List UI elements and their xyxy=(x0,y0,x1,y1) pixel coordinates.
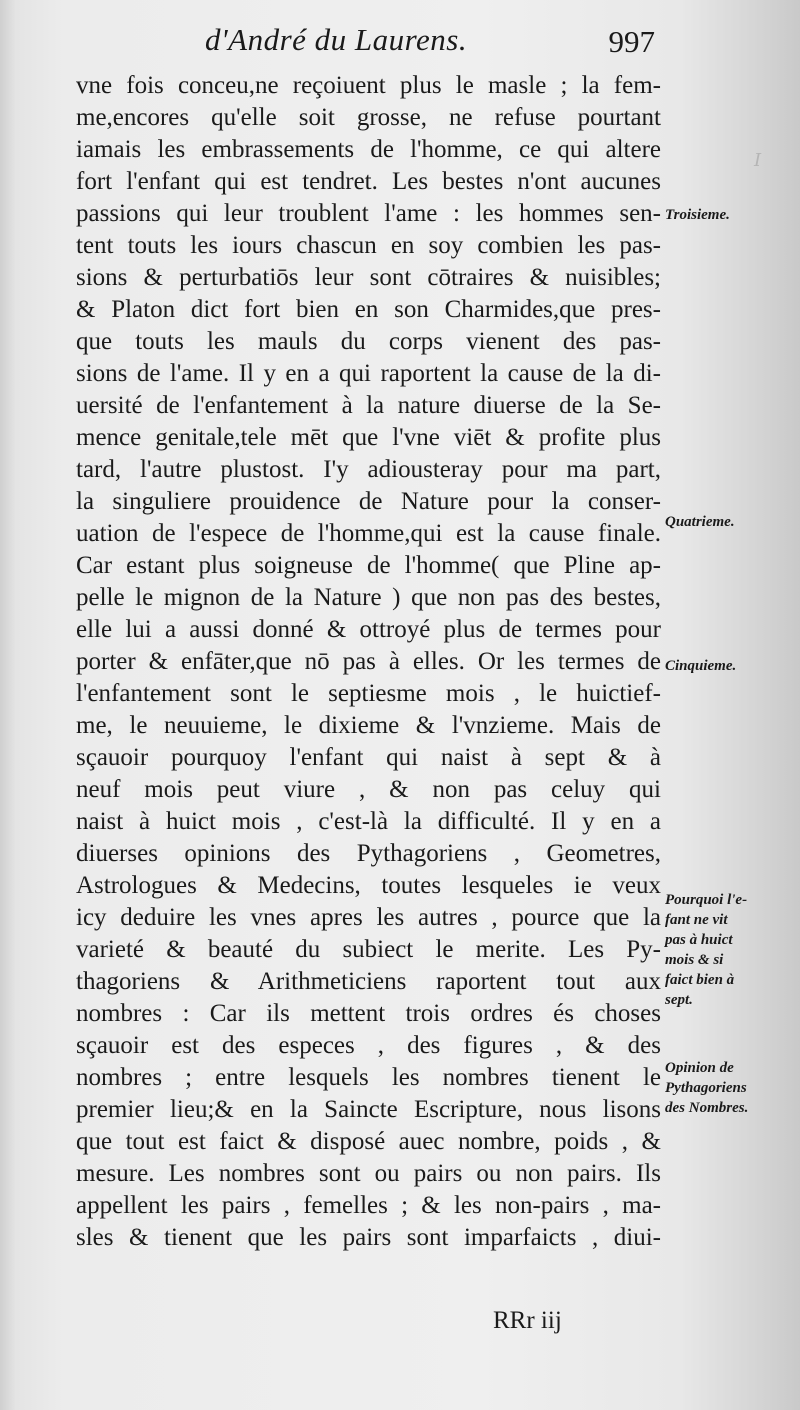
text-line: iamais les embrassements de l'homme, ce qui altere xyxy=(76,136,661,163)
text-line: me,encores qu'elle soit grosse, ne refuse pourtant xyxy=(76,104,661,131)
text-line: passions qui leur troublent l'ame : les hommes sen- xyxy=(76,200,661,227)
text-line: mence genitale,tele mēt que l'vne viēt & profite plus xyxy=(76,424,661,451)
margin-note-cinquieme xyxy=(665,656,795,676)
text-line: neuf mois peut viure , & non pas celuy qui xyxy=(76,776,661,803)
text-line: vne fois conceu,ne reçoiuent plus le masle ; la fem- xyxy=(76,72,661,99)
text-line: la singuliere prouidence de Nature pour la conser- xyxy=(76,488,661,515)
margin-note-line: Pourquoi l'e- xyxy=(665,892,748,908)
margin-note-troisieme xyxy=(665,205,795,225)
text-line: uersité de l'enfantement à la nature diuerse de la Se- xyxy=(76,392,661,419)
margin-note-line: Cinquieme. xyxy=(665,658,737,674)
page-header xyxy=(205,22,655,62)
text-line: fort l'enfant qui est tendret. Les bestes n'ont aucunes xyxy=(76,168,661,195)
text-line: que tout est faict & disposé auec nombre, poids , & xyxy=(76,1128,661,1155)
text-line: que touts les mauls du corps vienent des pas- xyxy=(76,328,661,355)
text-line: mesure. Les nombres sont ou pairs ou non pairs. Ils xyxy=(76,1160,661,1187)
text-line: tard, l'autre plustost. I'y adiousteray pour ma part, xyxy=(76,456,661,483)
signature-mark: RRr iij xyxy=(493,1307,562,1334)
text-line: nombres ; entre lesquels les nombres tienent le xyxy=(76,1064,661,1091)
text-line: Astrologues & Medecins, toutes lesqueles ie veux xyxy=(76,872,661,899)
text-line: tent touts les iours chascun en soy combien les pas- xyxy=(76,232,661,259)
text-line: icy deduire les vnes apres les autres , pource que la xyxy=(76,904,661,931)
text-line: sions de l'ame. Il y en a qui raportent la cause de la di- xyxy=(76,360,661,387)
text-line: elle lui a aussi donné & ottroyé plus de termes pour xyxy=(76,616,661,643)
text-line: pelle le mignon de la Nature ) que non pas des bestes, xyxy=(76,584,661,611)
margin-note-line: fant ne vit xyxy=(665,912,728,928)
text-line: me, le neuuieme, le dixieme & l'vnzieme. Mais de xyxy=(76,712,661,739)
margin-note-line: Quatrieme. xyxy=(665,514,735,530)
page-number: 997 xyxy=(608,24,655,59)
margin-note-pourquoi xyxy=(665,890,795,1010)
margin-note-line: mois & si xyxy=(665,952,724,968)
text-line: sçauoir est des especes , des figures , & des xyxy=(76,1032,661,1059)
text-line: appellent les pairs , femelles ; & les non-pairs , ma- xyxy=(76,1192,661,1219)
margin-note-line: faict bien à xyxy=(665,972,735,988)
text-line: diuerses opinions des Pythagoriens , Geometres, xyxy=(76,840,661,867)
margin-note-line: Troisieme. xyxy=(665,207,730,223)
text-line: porter & enfāter,que nō pas à elles. Or les termes de xyxy=(76,648,661,675)
text-line: varieté & beauté du subiect le merite. Les Py- xyxy=(76,936,661,963)
text-line: l'enfantement sont le septiesme mois , le huictief- xyxy=(76,680,661,707)
text-line: uation de l'espece de l'homme,qui est la cause finale. xyxy=(76,520,661,547)
text-line: sles & tienent que les pairs sont imparfaicts , diui- xyxy=(76,1224,661,1251)
margin-note-line: sept. xyxy=(665,992,693,1008)
margin-note-line: Opinion de xyxy=(665,1060,734,1076)
running-head: d'André du Laurens. xyxy=(205,22,468,57)
margin-note-line: pas à huict xyxy=(665,932,733,948)
margin-note-pythagoriens xyxy=(665,1058,795,1118)
text-line: & Platon dict fort bien en son Charmides,que pres- xyxy=(76,296,661,323)
text-line: thagoriens & Arithmeticiens raportent tout aux xyxy=(76,968,661,995)
text-line: premier lieu;& en la Saincte Escripture, nous lisons xyxy=(76,1096,661,1123)
text-line: Car estant plus soigneuse de l'homme( que Pline ap- xyxy=(76,552,661,579)
margin-note-line: Pythagoriens xyxy=(665,1080,747,1096)
margin-note-line: des Nombres. xyxy=(665,1100,749,1116)
bleed-through-text: I xyxy=(754,150,762,171)
text-line: nombres : Car ils mettent trois ordres és choses xyxy=(76,1000,661,1027)
text-line: sçauoir pourquoy l'enfant qui naist à sept & à xyxy=(76,744,661,771)
text-line: naist à huict mois , c'est-là la difficulté. Il y en a xyxy=(76,808,661,835)
text-line: sions & perturbatiōs leur sont cōtraires & nuisibles; xyxy=(76,264,661,291)
margin-note-quatrieme xyxy=(665,512,795,532)
